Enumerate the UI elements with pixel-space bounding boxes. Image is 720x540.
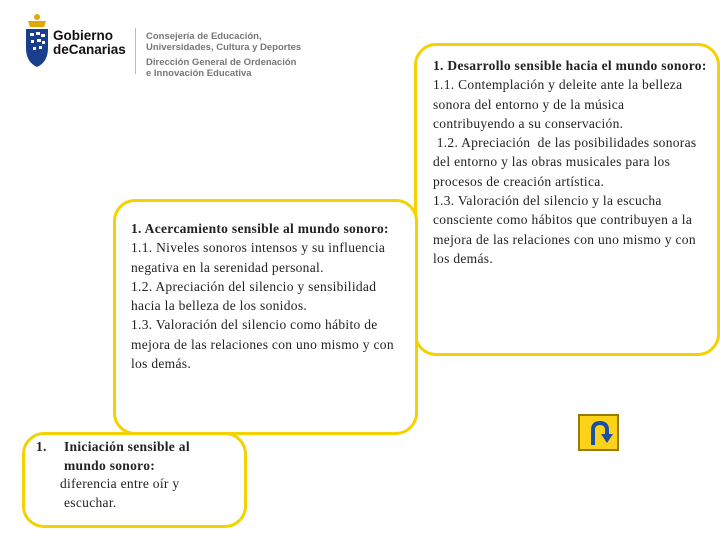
dept-line: Dirección General de Ordenación: [146, 57, 297, 68]
card-line: 1.3. Valoración del silencio y la escucha consciente como hábitos que contribuyen a la mejora de las relaciones con uno mismo y con los demás.: [433, 193, 696, 266]
card-line: diferencia entre oír y: [60, 476, 180, 491]
card-line: 1.1. Contemplación y deleite ante la belleza sonora del entorno y de la música contribuyendo a su conservación.: [433, 77, 683, 131]
card-title: 1. Desarrollo sensible hacia el mundo sonoro:: [433, 58, 707, 73]
gobierno-canarias-logo: [22, 12, 312, 82]
card-title-line2: mundo sonoro:: [64, 457, 156, 473]
card-title-line1: Iniciación sensible al: [64, 439, 190, 454]
gov-name-line1: Gobierno: [53, 28, 113, 43]
coat-of-arms-icon: [22, 12, 52, 70]
card-number: 1.: [36, 439, 47, 454]
content-card-iniciacion: [22, 432, 247, 528]
logo-divider: [135, 28, 136, 74]
u-turn-arrow-icon: [584, 419, 614, 447]
dept-line: Consejería de Educación,: [146, 31, 262, 42]
gov-name-line2: deCanarias: [53, 42, 126, 57]
dept-line: Universidades, Cultura y Deportes: [146, 41, 302, 53]
card-line: 1.2. Apreciación de las posibilidades sonoras del entorno y las obras musicales para los procesos de creación artística.: [433, 135, 701, 189]
content-card-acercamiento: [113, 199, 418, 435]
content-card-desarrollo: [414, 43, 720, 356]
card-line: escuchar.: [64, 494, 117, 510]
card-line: 1.3. Valoración del silencio como hábito de mejora de las relaciones con uno mismo y con los demás.: [131, 317, 394, 372]
government-name: [53, 29, 126, 57]
card-line: 1.1. Niveles sonoros intensos y su influencia negativa en la serenidad personal.: [131, 240, 386, 275]
card-line: 1.2. Apreciación del silencio y sensibilidad hacia la belleza de los sonidos.: [131, 278, 377, 314]
department-name: [146, 32, 301, 79]
dept-line: e Innovación Educativa: [146, 67, 252, 79]
card-title: 1. Acercamiento sensible al mundo sonoro:: [131, 221, 389, 236]
return-button[interactable]: [578, 414, 619, 451]
